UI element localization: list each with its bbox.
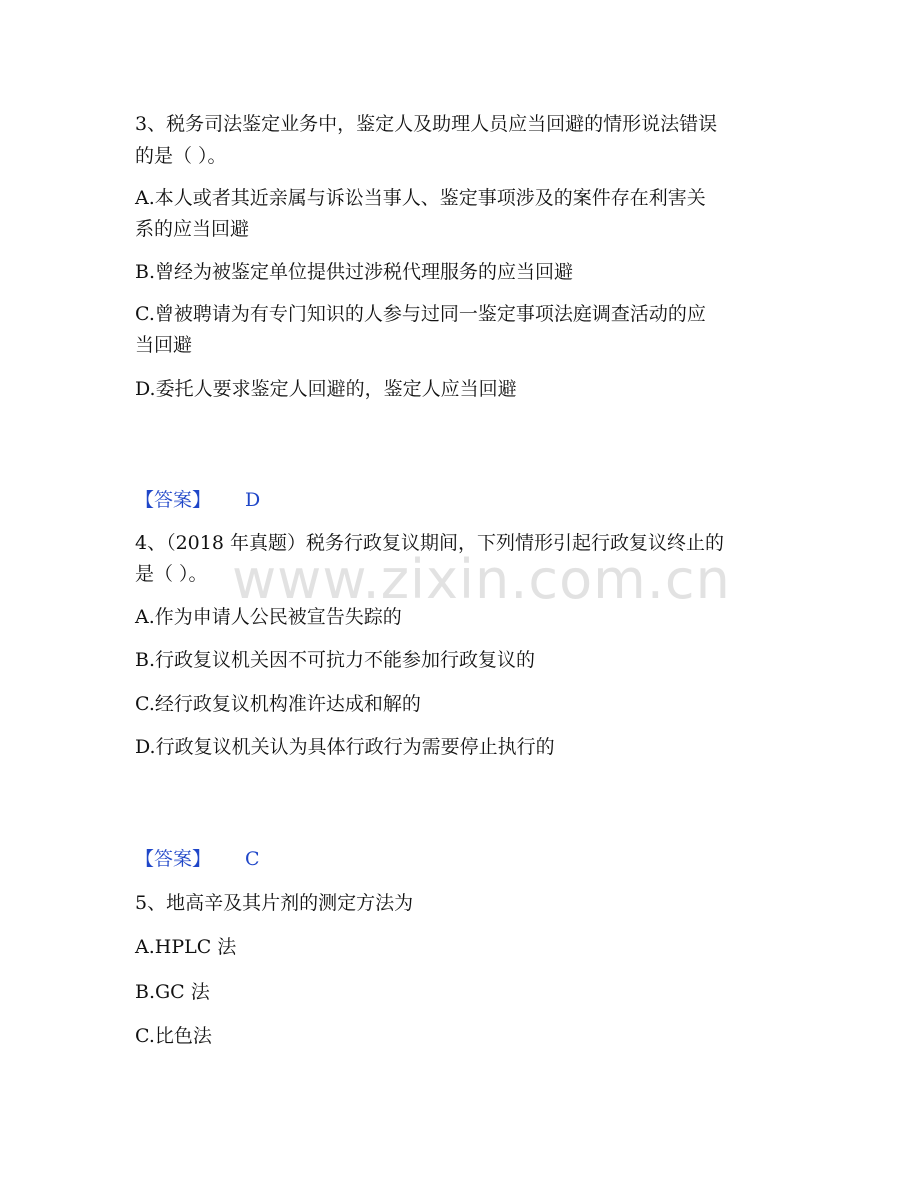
q5-option-a: A.HPLC 法 — [135, 936, 237, 958]
q3-option-b: B.曾经为被鉴定单位提供过涉税代理服务的应当回避 — [135, 261, 574, 283]
q4-option-b: B.行政复议机关因不可抗力不能参加行政复议的 — [135, 649, 536, 671]
q5-stem: 5、地高辛及其片剂的测定方法为 — [135, 892, 414, 914]
q3-option-a-line1: A.本人或者其近亲属与诉讼当事人、鉴定事项涉及的案件存在利害关 — [135, 187, 706, 209]
q4-answer-label: 【答案】 — [135, 848, 212, 870]
q4-answer-value: C — [245, 848, 260, 870]
q3-answer-value: D — [245, 489, 261, 511]
q3-option-a-line2: 系的应当回避 — [135, 218, 250, 240]
q3-answer-label: 【答案】 — [135, 489, 212, 511]
q4-stem-line2: 是（ ）。 — [135, 563, 208, 585]
q3-stem-line1: 3、税务司法鉴定业务中，鉴定人及助理人员应当回避的情形说法错误 — [135, 113, 718, 135]
q4-answer — [135, 843, 260, 875]
q4-option-a: A.作为申请人公民被宣告失踪的 — [135, 606, 402, 628]
q4-option-d: D.行政复议机关认为具体行政行为需要停止执行的 — [135, 736, 555, 758]
q5-option-c: C.比色法 — [135, 1025, 212, 1047]
q3-answer — [135, 484, 260, 516]
q3-option-d: D.委托人要求鉴定人回避的，鉴定人应当回避 — [135, 378, 517, 400]
q5-option-b: B.GC 法 — [135, 981, 210, 1003]
q3-stem-line2: 的是（ ）。 — [135, 145, 227, 167]
q4-option-c: C.经行政复议机构准许达成和解的 — [135, 693, 421, 715]
watermark: www.zixin.com.cn — [232, 548, 731, 611]
q4-stem-line1: 4、（2018 年真题）税务行政复议期间，下列情形引起行政复议终止的 — [135, 532, 724, 554]
q3-option-c-line2: 当回避 — [135, 334, 193, 356]
q3-option-c-line1: C.曾被聘请为有专门知识的人参与过同一鉴定事项法庭调查活动的应 — [135, 303, 706, 325]
